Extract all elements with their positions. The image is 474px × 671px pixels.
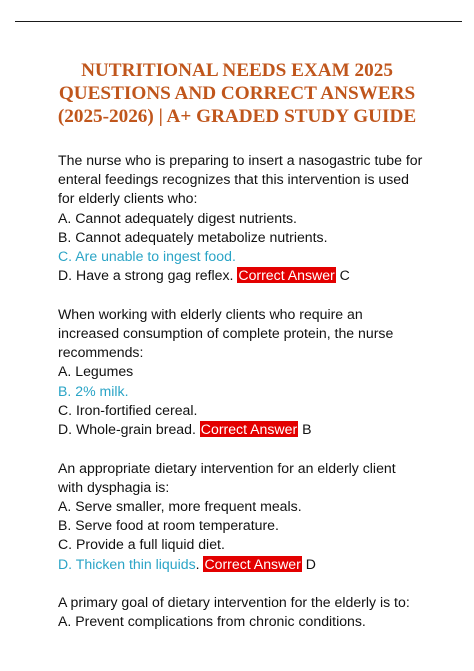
question-stem-line: enteral feedings recognizes that this intervention is used xyxy=(58,171,409,188)
option-d: D. Whole-grain bread. xyxy=(58,421,196,438)
option-a: A. Prevent complications from chronic conditions. xyxy=(58,613,366,630)
option-d-with-answer xyxy=(58,266,458,285)
question-stem-line: An appropriate dietary intervention for an elderly client xyxy=(58,459,396,476)
option-b-correct: B. 2% milk. xyxy=(58,382,129,399)
option-c: C. Provide a full liquid diet. xyxy=(58,536,225,553)
answer-letter: C xyxy=(339,267,350,284)
answer-letter: D xyxy=(305,555,316,572)
question-2 xyxy=(58,305,458,439)
top-divider xyxy=(15,21,462,22)
question-3 xyxy=(58,459,458,574)
document-title xyxy=(40,59,434,128)
question-stem-line: When working with elderly clients who require an xyxy=(58,305,363,322)
question-stem-line: The nurse who is preparing to insert a nasogastric tube for xyxy=(58,152,423,168)
title-line-1: NUTRITIONAL NEEDS EXAM 2025 xyxy=(81,60,393,81)
answer-letter: B xyxy=(302,421,312,438)
option-d: D. Have a strong gag reflex. xyxy=(58,267,234,284)
title-line-2: QUESTIONS AND CORRECT ANSWERS xyxy=(58,83,416,104)
option-c: C. Iron-fortified cereal. xyxy=(58,401,198,418)
option-a: A. Cannot adequately digest nutrients. xyxy=(58,209,297,226)
question-stem-line: with dysphagia is: xyxy=(58,478,170,495)
title-line-3: (2025-2026) | A+ GRADED STUDY GUIDE xyxy=(57,106,417,127)
question-stem-line: recommends: xyxy=(58,344,144,361)
question-stem-line: A primary goal of dietary intervention for the elderly is to: xyxy=(58,594,410,611)
correct-answer-badge: Correct Answer xyxy=(238,267,335,284)
option-a: A. Legumes xyxy=(58,363,134,380)
option-d-with-answer xyxy=(58,420,458,439)
option-b: B. Serve food at room temperature. xyxy=(58,517,279,534)
option-d-period: . xyxy=(195,555,200,572)
option-b: B. Cannot adequately metabolize nutrients. xyxy=(58,228,328,245)
option-a: A. Serve smaller, more frequent meals. xyxy=(58,498,302,515)
question-stem-line: for elderly clients who: xyxy=(58,190,198,207)
question-4 xyxy=(58,593,458,631)
question-1 xyxy=(58,151,458,285)
question-list xyxy=(58,151,458,651)
correct-answer-badge: Correct Answer xyxy=(200,421,298,438)
correct-answer-badge: Correct Answer xyxy=(204,555,301,572)
option-d-correct: D. Thicken thin liquids xyxy=(58,555,196,572)
option-c-correct: C. Are unable to ingest food. xyxy=(58,248,236,265)
question-stem-line: increased consumption of complete protein, the nurse xyxy=(58,325,394,342)
option-d-with-answer xyxy=(58,555,458,574)
